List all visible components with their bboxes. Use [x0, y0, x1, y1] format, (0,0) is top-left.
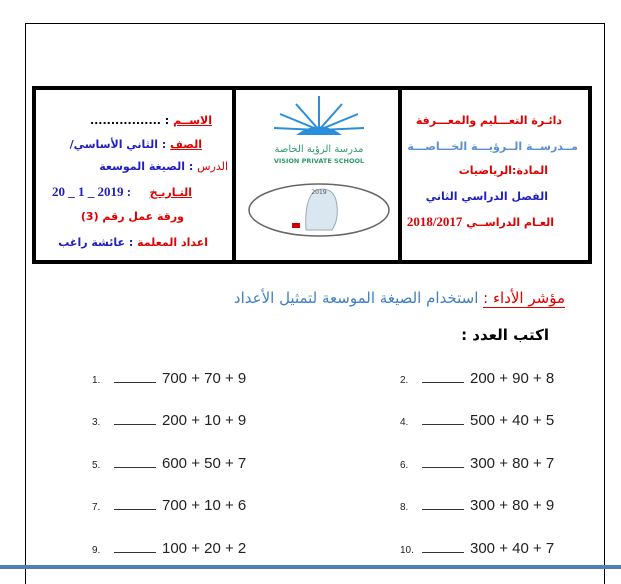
- problem-10: 10. 300 + 40 + 7: [400, 540, 555, 557]
- answer-blank[interactable]: [114, 467, 156, 468]
- answer-blank[interactable]: [114, 509, 156, 510]
- problem-7: 7. 700 + 10 + 6: [92, 497, 247, 514]
- logo-arabic-text: مدرسة الرؤية الخاصة: [274, 144, 364, 155]
- instruction: اكتب العدد :: [461, 326, 549, 344]
- problem-3: 3. 200 + 10 + 9: [92, 412, 247, 429]
- school-name: مــدرســة الــرؤيـــة الخـــاصـــة: [407, 140, 578, 153]
- problem-2: 2. 200 + 90 + 8: [400, 370, 555, 387]
- page-bottom-edge: [0, 565, 621, 569]
- class-label: الصف: [170, 138, 202, 151]
- department: دائـرة التعـــليم والمعـــرفة: [415, 114, 562, 127]
- date-value: 20 _ 1 _ 2019 :: [52, 184, 132, 199]
- indicator-text: استخدام الصيغة الموسعة لتمثيل الأعداد: [233, 289, 484, 307]
- teacher-value: : عائشة راغب: [58, 236, 134, 249]
- problem-4: 4. 500 + 40 + 5: [400, 412, 555, 429]
- flag-icon: [292, 223, 300, 228]
- answer-blank[interactable]: [114, 424, 156, 425]
- name-label: الاســم: [173, 114, 212, 127]
- semester: الفصل الدراسي الثاني: [425, 190, 548, 203]
- date-label: التـاريـخ: [149, 186, 192, 199]
- problem-9: 9. 100 + 20 + 2: [92, 540, 247, 557]
- problem-5: 5. 600 + 50 + 7: [92, 455, 247, 472]
- answer-blank[interactable]: [114, 382, 156, 383]
- lesson-label: الدرس: [197, 160, 228, 173]
- answer-blank[interactable]: [422, 509, 464, 510]
- student-info-cell: [36, 90, 236, 260]
- worksheet-number: ورقة عمل رقم (3): [80, 210, 184, 223]
- indicator-label: مؤشر الأداء :: [483, 289, 565, 307]
- performance-indicator: [234, 289, 565, 307]
- answer-blank[interactable]: [422, 467, 464, 468]
- header-table: [32, 86, 592, 264]
- school-logo: [236, 90, 402, 260]
- class-value: : الثاني الأساسي/: [69, 138, 167, 151]
- answer-blank[interactable]: [422, 382, 464, 383]
- school-info-cell: [402, 90, 588, 260]
- answer-blank[interactable]: [114, 552, 156, 553]
- logo-english-text: VISION PRIVATE SCHOOL: [273, 157, 365, 165]
- logo-cell: [236, 90, 402, 260]
- year-value: 2018/2017: [406, 214, 463, 229]
- year-label: العـام الدراســي: [466, 216, 554, 229]
- answer-blank[interactable]: [422, 552, 464, 553]
- problem-6: 6. 300 + 80 + 7: [400, 455, 555, 472]
- answer-blank[interactable]: [422, 424, 464, 425]
- name-value: : .................: [89, 114, 170, 127]
- teacher-label: اعداد المعلمة: [137, 236, 208, 249]
- lesson-value: : الصيغة الموسعة: [99, 160, 194, 173]
- problem-1: 1. 700 + 70 + 9: [92, 370, 247, 387]
- problem-8: 8. 300 + 80 + 9: [400, 497, 555, 514]
- seal-year: 2019: [311, 189, 327, 196]
- subject: المادة:الرياضيات: [458, 164, 548, 177]
